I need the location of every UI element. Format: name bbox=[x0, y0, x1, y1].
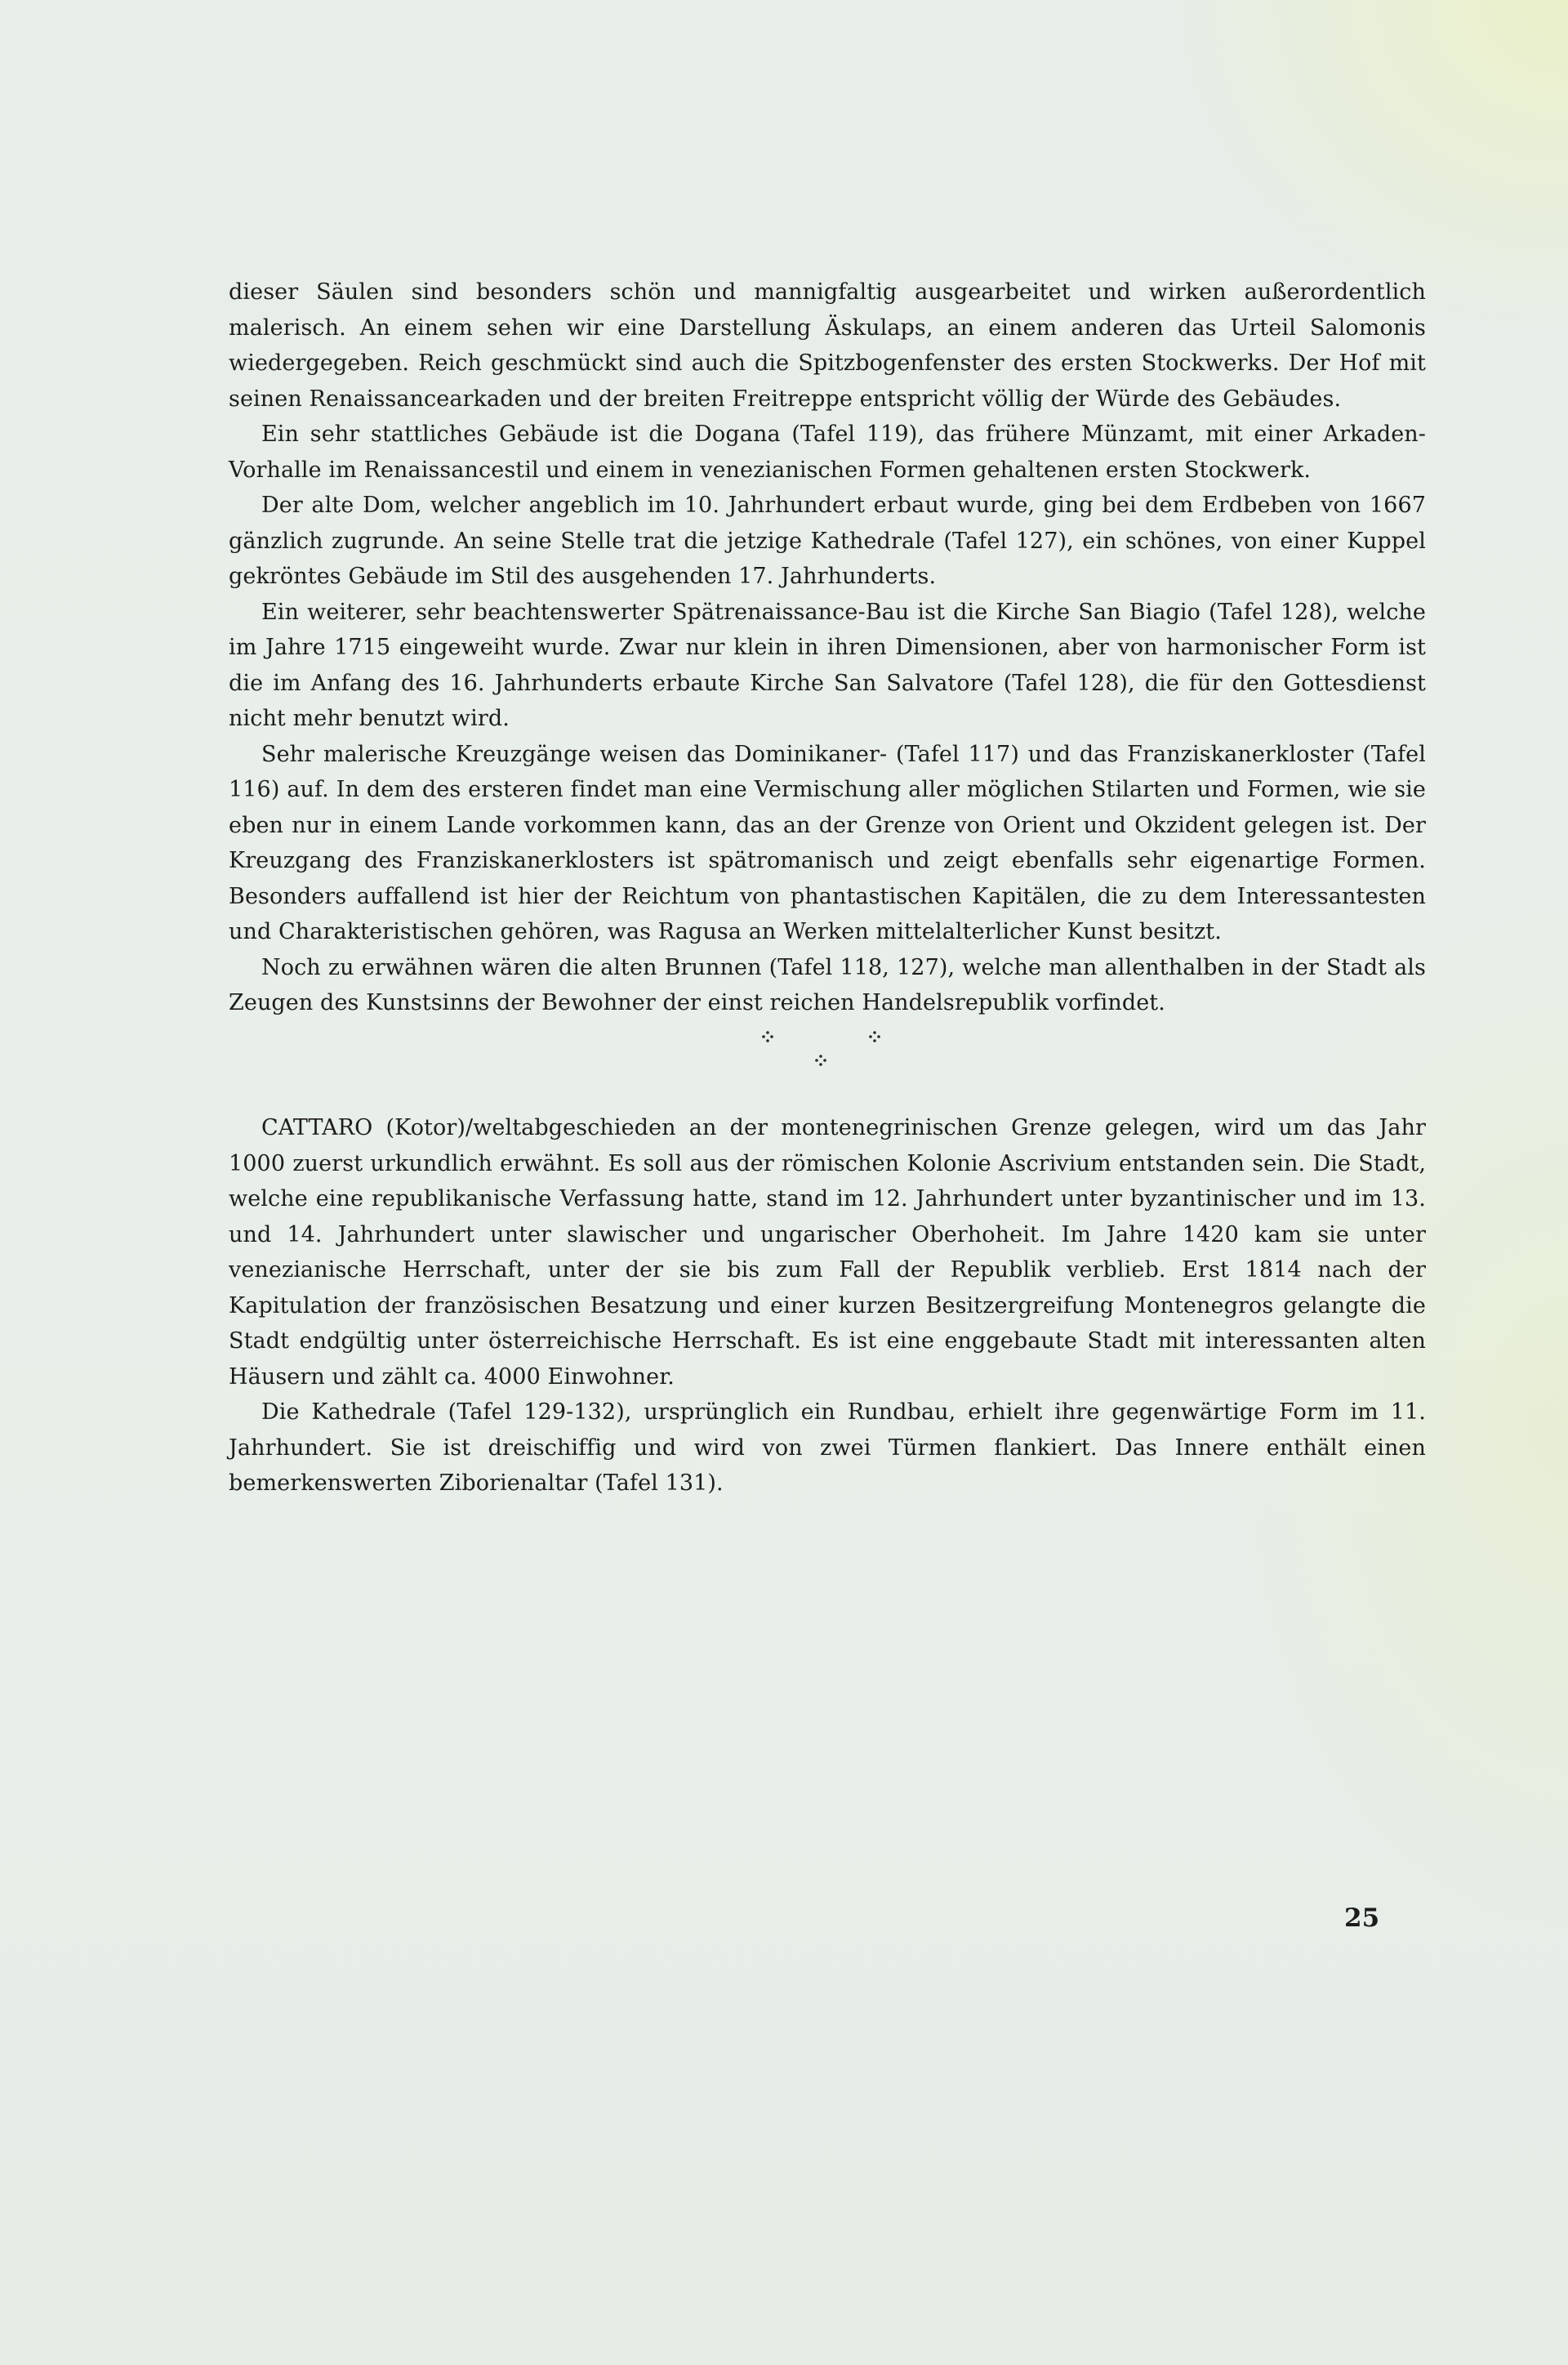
diamond-dot-ornament-icon bbox=[762, 1031, 773, 1042]
ragusa-text-section bbox=[229, 274, 1426, 1021]
page-number: 25 bbox=[1344, 1903, 1380, 1933]
paragraph-cattaro: CATTARO (Kotor)/weltabgeschieden an der montenegrinischen Grenze gelegen, wird um das Jahr 1000 zuerst urkundlich erwähnt. Es soll aus der römischen Kolonie Ascrivium entstanden sein. Die Stadt, welche eine republikanische Verfassung hatte, stand im 12. Jahrhundert unter byzantinischer und im 13. und 14. Jahrhundert unter slawischer und ungarischer Oberhoheit. Im Jahre 1420 kam sie unter venezianische Herrschaft, unter der sie bis zum Fall der Republik verblieb. Erst 1814 nach der Kapitulation der französischen Besatzung und einer kurzen Besitzergreifung Montenegros gelangte die Stadt endgültig unter österreichische Herrschaft. Es ist eine enggebaute Stadt mit interessanten alten Häusern und zählt ca. 4000 Einwohner. bbox=[229, 1115, 1426, 1390]
paragraph-brunnen: Noch zu erwähnen wären die alten Brunnen (Tafel 118, 127), welche man allenthalben in der Stadt als Zeugen des Kunstsinns der Bewohner der einst reichen Handelsrepublik vorfindet. bbox=[229, 954, 1426, 1015]
diamond-dot-ornament-icon bbox=[869, 1031, 880, 1042]
paragraph-kathedrale: Die Kathedrale (Tafel 129-132), ursprünglich ein Rundbau, erhielt ihre gegenwärtige Form im 11. Jahrhundert. Sie ist dreischiffig und wird von zwei Türmen flankiert. Das Innere enthält einen bemerkenswerten Ziborienaltar (Tafel 131). bbox=[229, 1399, 1426, 1496]
paragraph-dom: Der alte Dom, welcher angeblich im 10. Jahrhundert erbaut wurde, ging bei dem Erdbeben von 1667 gänzlich zugrunde. An seine Stelle trat die jetzige Kathedrale (Tafel 127), ein schönes, von einer Kuppel gekröntes Gebäude im Stil des ausgehenden 17. Jahrhunderts. bbox=[229, 493, 1426, 589]
paragraph-kreuzgaenge: Sehr malerische Kreuzgänge weisen das Dominikaner- (Tafel 117) und das Franziskanerkloster (Tafel 116) auf. In dem des ersteren findet man eine Vermischung aller möglichen Stilarten und Formen, wie sie eben nur in einem Lande vorkommen kann, das an der Grenze von Orient und Okzident gelegen ist. Der Kreuzgang des Franziskanerklosters ist spätromanisch und zeigt ebenfalls sehr eigenartige Formen. Besonders auffallend ist hier der Reichtum von phantastischen Kapitälen, die zu dem Interessantesten und Charakteristischen gehören, was Ragusa an Werken mittelalterlicher Kunst besitzt. bbox=[229, 741, 1426, 944]
diamond-dot-ornament-icon bbox=[815, 1055, 826, 1066]
cattaro-text-section bbox=[229, 1110, 1426, 1502]
paragraph-dogana: Ein sehr stattliches Gebäude ist die Dogana (Tafel 119), das frühere Münzamt, mit einer Arkaden-Vorhalle im Renaissancestil und einem in venezianischen Formen gehaltenen ersten Stockwerk. bbox=[229, 422, 1426, 483]
paragraph-saeulen: dieser Säulen sind besonders schön und mannigfaltig ausgearbeitet und wirken außerordentlich malerisch. An einem sehen wir eine Darstellung Äskulaps, an einem anderen das Urteil Salomonis wiedergegeben. Reich geschmückt sind auch die Spitzbogenfenster des ersten Stockwerks. Der Hof mit seinen Renaissancearkaden und der breiten Freitreppe entspricht völlig der Würde des Gebäudes. bbox=[229, 279, 1426, 412]
paragraph-san-biagio: Ein weiterer, sehr beachtenswerter Spätrenaissance-Bau ist die Kirche San Biagio (Tafel 128), welche im Jahre 1715 eingeweiht wurde. Zwar nur klein in ihren Dimensionen, aber von harmonischer Form ist die im Anfang des 16. Jahrhunderts erbaute Kirche San Salvatore (Tafel 128), die für den Gottesdienst nicht mehr benutzt wird. bbox=[229, 599, 1426, 731]
